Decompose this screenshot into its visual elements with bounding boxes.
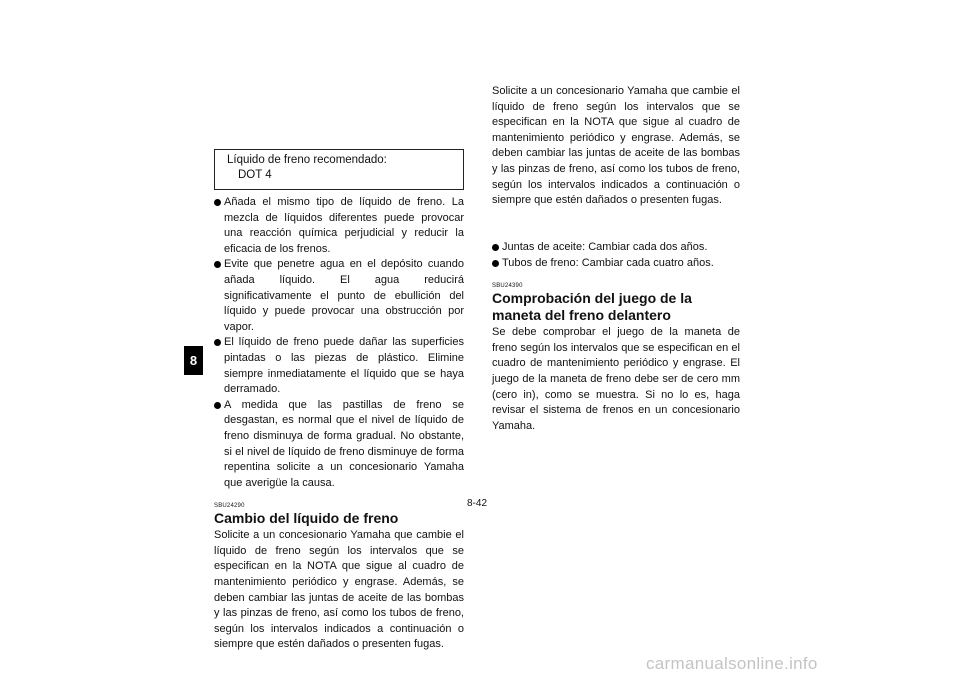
section-body: Se debe comprobar el juego de la maneta de freno según los intervalos que se especifican en el cuadro de mantenimiento periódico y engrase. El juego de la maneta de freno debe ser de cero mm (cero in), como se muestra. Si no lo es, haga revisar el sistema de frenos en un concesionario Yamaha. [492, 326, 740, 432]
list-item: A medida que las pastillas de freno se desgastan, es normal que el nivel de líquido de freno disminuya de forma gradual. No obstante, si el nivel de líquido de freno disminuye de forma repentina solicite a un concesionario Yamaha que averigüe la causa. [214, 398, 464, 492]
watermark[interactable]: carmanualsonline.info [646, 654, 818, 673]
left-column [214, 149, 464, 651]
spec-box [214, 149, 464, 190]
list-item: El líquido de freno puede dañar las superficies pintadas o las piezas de plástico. Elimine siempre inmediatamente el líquido que se haya derramado. [214, 335, 464, 397]
bullet-icon [492, 260, 499, 267]
page-number: 8-42 [467, 498, 488, 509]
section-body: Solicite a un concesionario Yamaha que cambie el líquido de freno según los intervalos que se especifican en la NOTA que sigue al cuadro de mantenimiento periódico y engrase. Además, se deben cambiar las juntas de aceite de las bombas y las pinzas de freno, así como los tubos de freno, según los intervalos indicados a continuación o siempre que estén dañados o presenten fugas. [214, 529, 464, 651]
list-item: Añada el mismo tipo de líquido de freno. La mezcla de líquidos diferentes puede provocar una reacción química perjudicial y reducir la eficacia de los frenos. [214, 195, 464, 257]
bullet-icon [214, 199, 221, 206]
list-item: Juntas de aceite: Cambiar cada dos años. [492, 240, 740, 256]
section-code: SBU24390 [492, 283, 523, 290]
bullet-icon [214, 339, 221, 346]
spec-label: Líquido de freno recomendado: [227, 154, 387, 166]
spec-value: DOT 4 [238, 169, 272, 181]
bullet-icon [214, 261, 221, 268]
chapter-tab: 8 [184, 346, 203, 375]
bullet-icon [214, 402, 221, 409]
replacement-list [492, 240, 740, 271]
warning-list [214, 195, 464, 491]
section-code: SBU24290 [214, 503, 245, 510]
section-title: Cambio del líquido de freno [214, 510, 399, 527]
section-title: Comprobación del juego de la maneta del freno delantero [492, 290, 692, 324]
list-item: Tubos de freno: Cambiar cada cuatro años. [492, 256, 740, 272]
list-item: Evite que penetre agua en el depósito cuando añada líquido. El agua reducirá significativamente el punto de ebullición del líquido y puede provocar una obstrucción por vapor. [214, 257, 464, 335]
section-body-continued: Solicite a un concesionario Yamaha que cambie el líquido de freno según los intervalos que se especifican en la NOTA que sigue al cuadro de mantenimiento periódico y engrase. Además, se deben cambiar las juntas de aceite de las bombas y las pinzas de freno, así como los tubos de freno, según los intervalos indicados a continuación o siempre que estén dañados o presenten fugas. [492, 85, 740, 207]
bullet-icon [492, 244, 499, 251]
right-column [492, 85, 740, 434]
